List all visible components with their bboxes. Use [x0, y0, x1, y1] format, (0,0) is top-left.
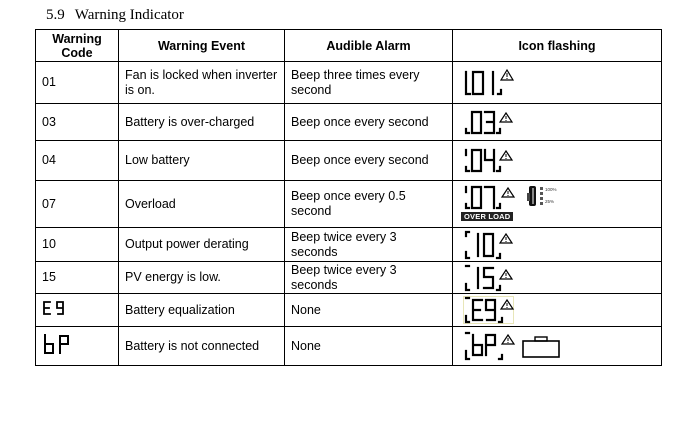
table-row [36, 327, 662, 366]
audible-alarm: Beep three times every second [285, 62, 453, 104]
icon-flashing-cell [453, 327, 662, 366]
header-audible-alarm: Audible Alarm [285, 30, 453, 62]
warning-event: Battery is not connected [119, 327, 285, 366]
audible-alarm: Beep once every 0.5 second [285, 181, 453, 228]
lcd-15-warning-icon [463, 264, 523, 292]
icon-flashing-cell [453, 104, 662, 141]
segment-code-bp [42, 333, 76, 355]
warning-event: Battery is over-charged [119, 104, 285, 141]
warning-event: Low battery [119, 141, 285, 181]
lcd-07-overload-icon [463, 184, 593, 212]
warning-event: Output power derating [119, 228, 285, 262]
section-heading [46, 7, 184, 24]
icon-flashing-cell [453, 141, 662, 181]
table-row [36, 141, 662, 181]
warning-event: PV energy is low. [119, 262, 285, 294]
icon-flashing-cell [453, 294, 662, 327]
table-row [36, 181, 662, 228]
warning-event: Fan is locked when inverter is on. [119, 62, 285, 104]
table-row [36, 262, 662, 294]
audible-alarm: Beep once every second [285, 104, 453, 141]
warning-code: 04 [36, 141, 119, 181]
warning-code [36, 294, 119, 327]
table-row [36, 62, 662, 104]
warning-code: 10 [36, 228, 119, 262]
warning-event: Battery equalization [119, 294, 285, 327]
audible-alarm: Beep once every second [285, 141, 453, 181]
warning-code [36, 327, 119, 366]
audible-alarm: None [285, 294, 453, 327]
icon-flashing-cell [453, 262, 662, 294]
warning-code: 01 [36, 62, 119, 104]
lcd-e9-warning-icon [463, 296, 523, 324]
lcd-01-warning-icon [463, 68, 523, 98]
load-scale-bottom: 25% [545, 199, 555, 204]
section-number: 5.9 [46, 7, 65, 23]
icon-flashing-cell [453, 181, 662, 228]
lcd-03-warning-icon [463, 109, 523, 137]
warning-code: 15 [36, 262, 119, 294]
icon-flashing-cell [453, 62, 662, 104]
header-warning-code: Warning Code [36, 30, 119, 62]
table-row [36, 294, 662, 327]
lcd-10-warning-icon [463, 230, 523, 260]
lcd-bp-battery-icon [463, 331, 573, 361]
header-icon-flashing: Icon flashing [453, 30, 662, 62]
table-row [36, 104, 662, 141]
table-header-row [36, 30, 662, 62]
warning-event: Overload [119, 181, 285, 228]
audible-alarm: None [285, 327, 453, 366]
header-warning-event: Warning Event [119, 30, 285, 62]
audible-alarm: Beep twice every 3 seconds [285, 228, 453, 262]
battery-outline-icon [523, 337, 559, 357]
lcd-04-warning-icon [463, 147, 523, 175]
load-bar-icon [527, 186, 543, 206]
warning-code: 03 [36, 104, 119, 141]
icon-flashing-cell [453, 228, 662, 262]
warning-code: 07 [36, 181, 119, 228]
segment-code-e9 [42, 300, 72, 316]
load-scale-top: 100% [545, 187, 557, 192]
warning-table [35, 29, 662, 366]
section-title: Warning Indicator [74, 7, 184, 23]
table-row [36, 228, 662, 262]
audible-alarm: Beep twice every 3 seconds [285, 262, 453, 294]
overload-badge: OVER LOAD [461, 212, 513, 221]
